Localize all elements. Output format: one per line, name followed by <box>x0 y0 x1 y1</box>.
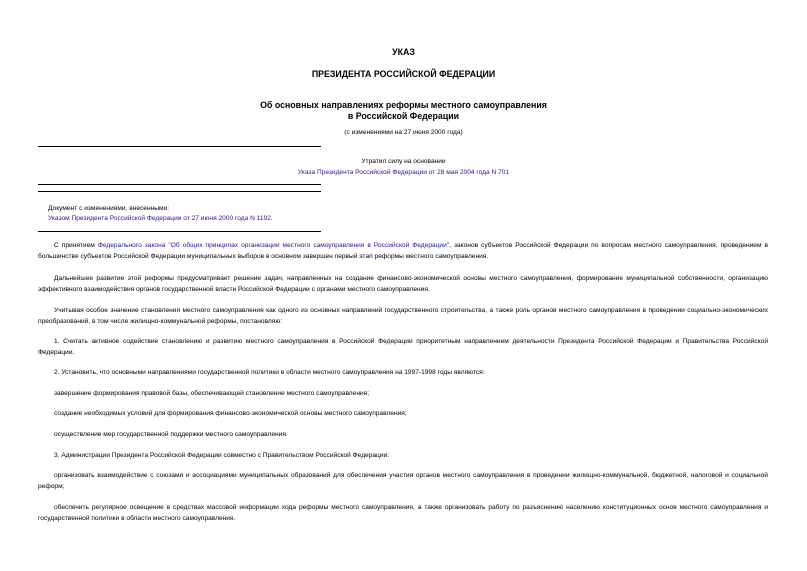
body-paragraph: Учитывая особое значение становления местного самоуправления как одного из основных направлений государственного строительства, а также роль органов местного самоуправления в проведении социально-экономических преобразований, в том числе жилищно-коммунальной реформы, постановляю: <box>38 307 768 325</box>
changes-suffix: . <box>270 215 273 222</box>
repeal-decree-link[interactable]: Указа Президента Российской Федерации от 28 мая 2004 года N 701 <box>297 169 510 176</box>
body-paragraph <box>38 241 768 262</box>
divider <box>38 191 321 192</box>
body-paragraph: создание необходимых условий для формирования финансово-экономической основы местного самоуправления; <box>54 410 407 417</box>
decree-title: УКАЗ <box>392 47 415 57</box>
divider <box>38 231 321 232</box>
body-paragraph: осуществление мер государственной поддержки местного самоуправления. <box>54 431 288 438</box>
decree-issuer: ПРЕЗИДЕНТА РОССИЙСКОЙ ФЕДЕРАЦИИ <box>311 69 496 79</box>
paragraph-text: , законов субъектов Российской Федерации по вопросам местного самоуправления, проведением в большинстве субъектов Российской Федерации муниципальных выборов в основном завершен первый этап реформы местного самоуправления. <box>38 242 769 260</box>
divider <box>38 146 321 147</box>
changes-line <box>48 214 273 225</box>
body-paragraph: Дальнейшее развитие этой реформы предусматривает решение задач, направленных на создание финансово-экономической основы местного самоуправления, формирование муниципальной собственности, организацию эффективного взаимодействия органов государственной власти Российской Федерации с органами местного самоуправления. <box>38 275 768 293</box>
amending-decree-link[interactable]: Указом Президента Российской Федерации от 27 июня 2000 года N 1192 <box>48 215 271 222</box>
status-note: Утратил силу на основании <box>361 158 446 165</box>
decree-subject-line1: Об основных направлениях реформы местного самоуправления <box>260 100 547 110</box>
paragraph-text: С принятием <box>54 242 98 249</box>
amendment-note: (с изменениями на 27 июня 2000 года) <box>344 129 463 136</box>
body-paragraph: 2. Установить, что основными направлениями государственной политики в области местного самоуправления на 1997-1998 годы являются: <box>54 369 485 376</box>
body-paragraph: обеспечить регулярное освещение в средствах массовой информации хода реформы местного самоуправления, а также организовать работу по разъяснению населению конституционных основ местного самоуправления и государственной политики в области местного самоуправления. <box>38 504 768 522</box>
federal-law-link[interactable]: Федерального закона "Об общих принципах организации местного самоуправления в Российской Федерации" <box>97 242 450 249</box>
divider <box>38 184 321 185</box>
decree-subject-line2: в Российской Федерации <box>347 111 460 121</box>
body-paragraph: 3. Администрации Президента Российской Федерации совместно с Правительством Российской Федерации: <box>54 452 390 459</box>
changes-label: Документ с изменениями, внесенными: <box>48 205 170 212</box>
body-paragraph: завершение формирования правовой базы, обеспечивающей становление местного самоуправления; <box>54 390 370 397</box>
body-paragraph: организовать взаимодействие с союзами и ассоциациями муниципальных образований для обеспечения участия органов местного самоуправления в проведении жилищно-коммунальной, бюджетной, налоговой и социальной реформ; <box>38 472 768 490</box>
body-paragraph: 1. Считать активное содействие становлению и развитию местного самоуправления в Российской Федерации приоритетным направлением деятельности Президента Российской Федерации и Правительства Российской Федерации. <box>38 338 768 356</box>
